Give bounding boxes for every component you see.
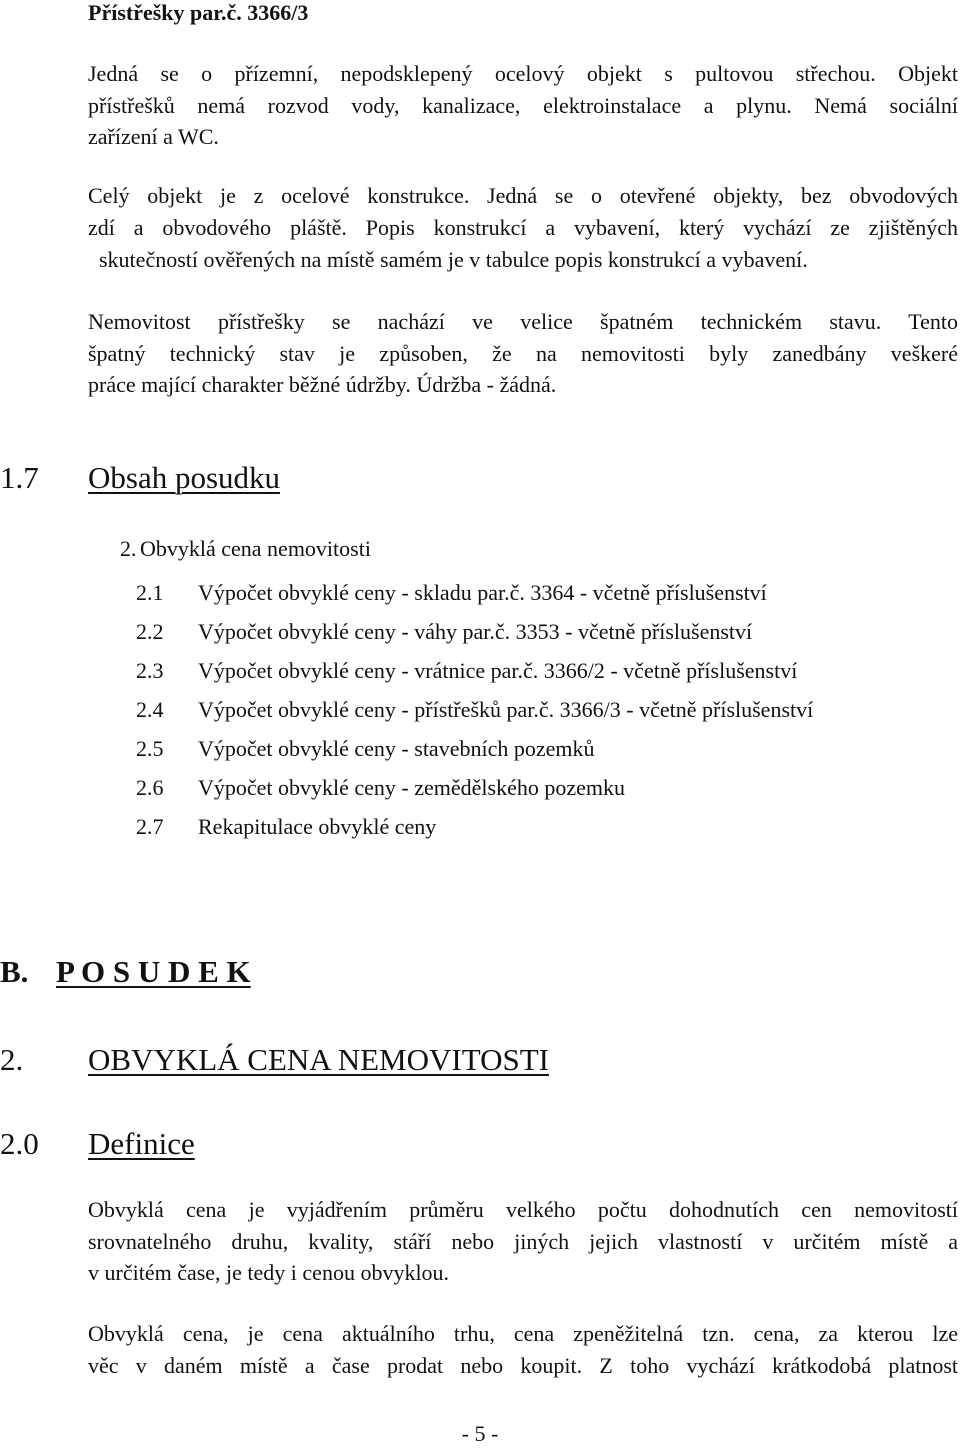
paragraph-technical-state xyxy=(88,306,958,401)
toc-item xyxy=(136,812,436,842)
text-line: srovnatelného druhu, kvality, stáří nebo jiných jejich vlastností v určitém místě a xyxy=(88,1228,958,1254)
heading-obvykla-number: 2. xyxy=(0,1042,24,1077)
page-number: - 5 - xyxy=(461,1421,499,1446)
toc-item-title: Výpočet obvyklé ceny - stavebních pozemků xyxy=(198,736,595,761)
heading-definice-title: Definice xyxy=(88,1126,195,1161)
text-line: práce mající charakter běžné údržby. Údržba - žádná. xyxy=(88,372,557,397)
toc-item-title: Výpočet obvyklé ceny - skladu par.č. 3364 - včetně příslušenství xyxy=(198,580,767,605)
text-line: Obvyklá cena, je cena aktuálního trhu, cena zpeněžitelná tzn. cena, za kterou lze xyxy=(88,1321,958,1346)
toc-item xyxy=(136,695,813,725)
toc-item-number: 2.4 xyxy=(136,697,164,722)
text-line: v určitém čase, je tedy i cenou obvyklou. xyxy=(88,1260,450,1285)
paragraph-construction xyxy=(88,180,958,243)
toc-item xyxy=(136,773,625,803)
toc-item-number: 2.2 xyxy=(136,619,164,644)
toc-item-number: 2.5 xyxy=(136,736,164,761)
text-line: Nemovitost přístřešky se nachází ve velice špatném technickém stavu. Tento xyxy=(88,309,958,334)
toc-main-title: Obvyklá cena nemovitosti xyxy=(140,536,371,561)
paragraph-building-description xyxy=(88,58,958,153)
text-line: zařízení a WC. xyxy=(88,124,219,149)
text-line: přístřešků nemá rozvod vody, kanalizace, elektroinstalace a plynu. Nemá sociální xyxy=(88,92,958,118)
toc-item xyxy=(136,656,797,686)
section-title: Přístřešky par.č. 3366/3 xyxy=(88,0,309,25)
paragraph-market-price xyxy=(88,1318,958,1381)
text-line: zdí a obvodového pláště. Popis konstrukcí a vybavení, který vychází ze zjištěných xyxy=(88,214,958,240)
heading-obvykla-title: OBVYKLÁ CENA NEMOVITOSTI xyxy=(88,1042,549,1077)
heading-posudek-title: P O S U D E K xyxy=(56,954,251,989)
heading-contents-title: Obsah posudku xyxy=(88,460,281,495)
text-line: špatný technický stav je způsoben, že na nemovitosti byly zanedbány veškeré xyxy=(88,340,958,366)
toc-item-number: 2.7 xyxy=(136,814,164,839)
toc-item-title: Výpočet obvyklé ceny - vrátnice par.č. 3366/2 - včetně příslušenství xyxy=(198,658,798,683)
toc-item-number: 2.6 xyxy=(136,775,164,800)
toc-item xyxy=(136,578,767,608)
toc-item-title: Rekapitulace obvyklé ceny xyxy=(198,814,437,839)
heading-definice-number: 2.0 xyxy=(0,1126,39,1161)
toc-item-title: Výpočet obvyklé ceny - váhy par.č. 3353 - včetně příslušenství xyxy=(198,619,753,644)
heading-posudek-letter: B. xyxy=(0,954,29,989)
toc-item xyxy=(136,734,594,764)
text-line: Obvyklá cena je vyjádřením průměru velkého počtu dohodnutích cen nemovitostí xyxy=(88,1197,958,1222)
toc-item xyxy=(136,617,752,647)
toc-main-number: 2. xyxy=(120,536,137,561)
toc-item-number: 2.3 xyxy=(136,658,164,683)
toc-item-number: 2.1 xyxy=(136,580,164,605)
text-line-indented: skutečností ověřených na místě samém je v tabulce popis konstrukcí a vybavení. xyxy=(99,247,808,272)
text-line: věc v daném místě a čase prodat nebo koupit. Z toho vychází krátkodobá platnost xyxy=(88,1352,958,1378)
toc-item-title: Výpočet obvyklé ceny - přístřešků par.č. 3366/3 - včetně příslušenství xyxy=(198,697,814,722)
heading-contents-number: 1.7 xyxy=(0,460,39,495)
text-line: Celý objekt je z ocelové konstrukce. Jedná se o otevřené objekty, bez obvodových xyxy=(88,183,958,208)
text-line: Jedná se o přízemní, nepodsklepený ocelový objekt s pultovou střechou. Objekt xyxy=(88,61,958,86)
toc-item-title: Výpočet obvyklé ceny - zemědělského pozemku xyxy=(198,775,626,800)
paragraph-definition xyxy=(88,1194,958,1289)
